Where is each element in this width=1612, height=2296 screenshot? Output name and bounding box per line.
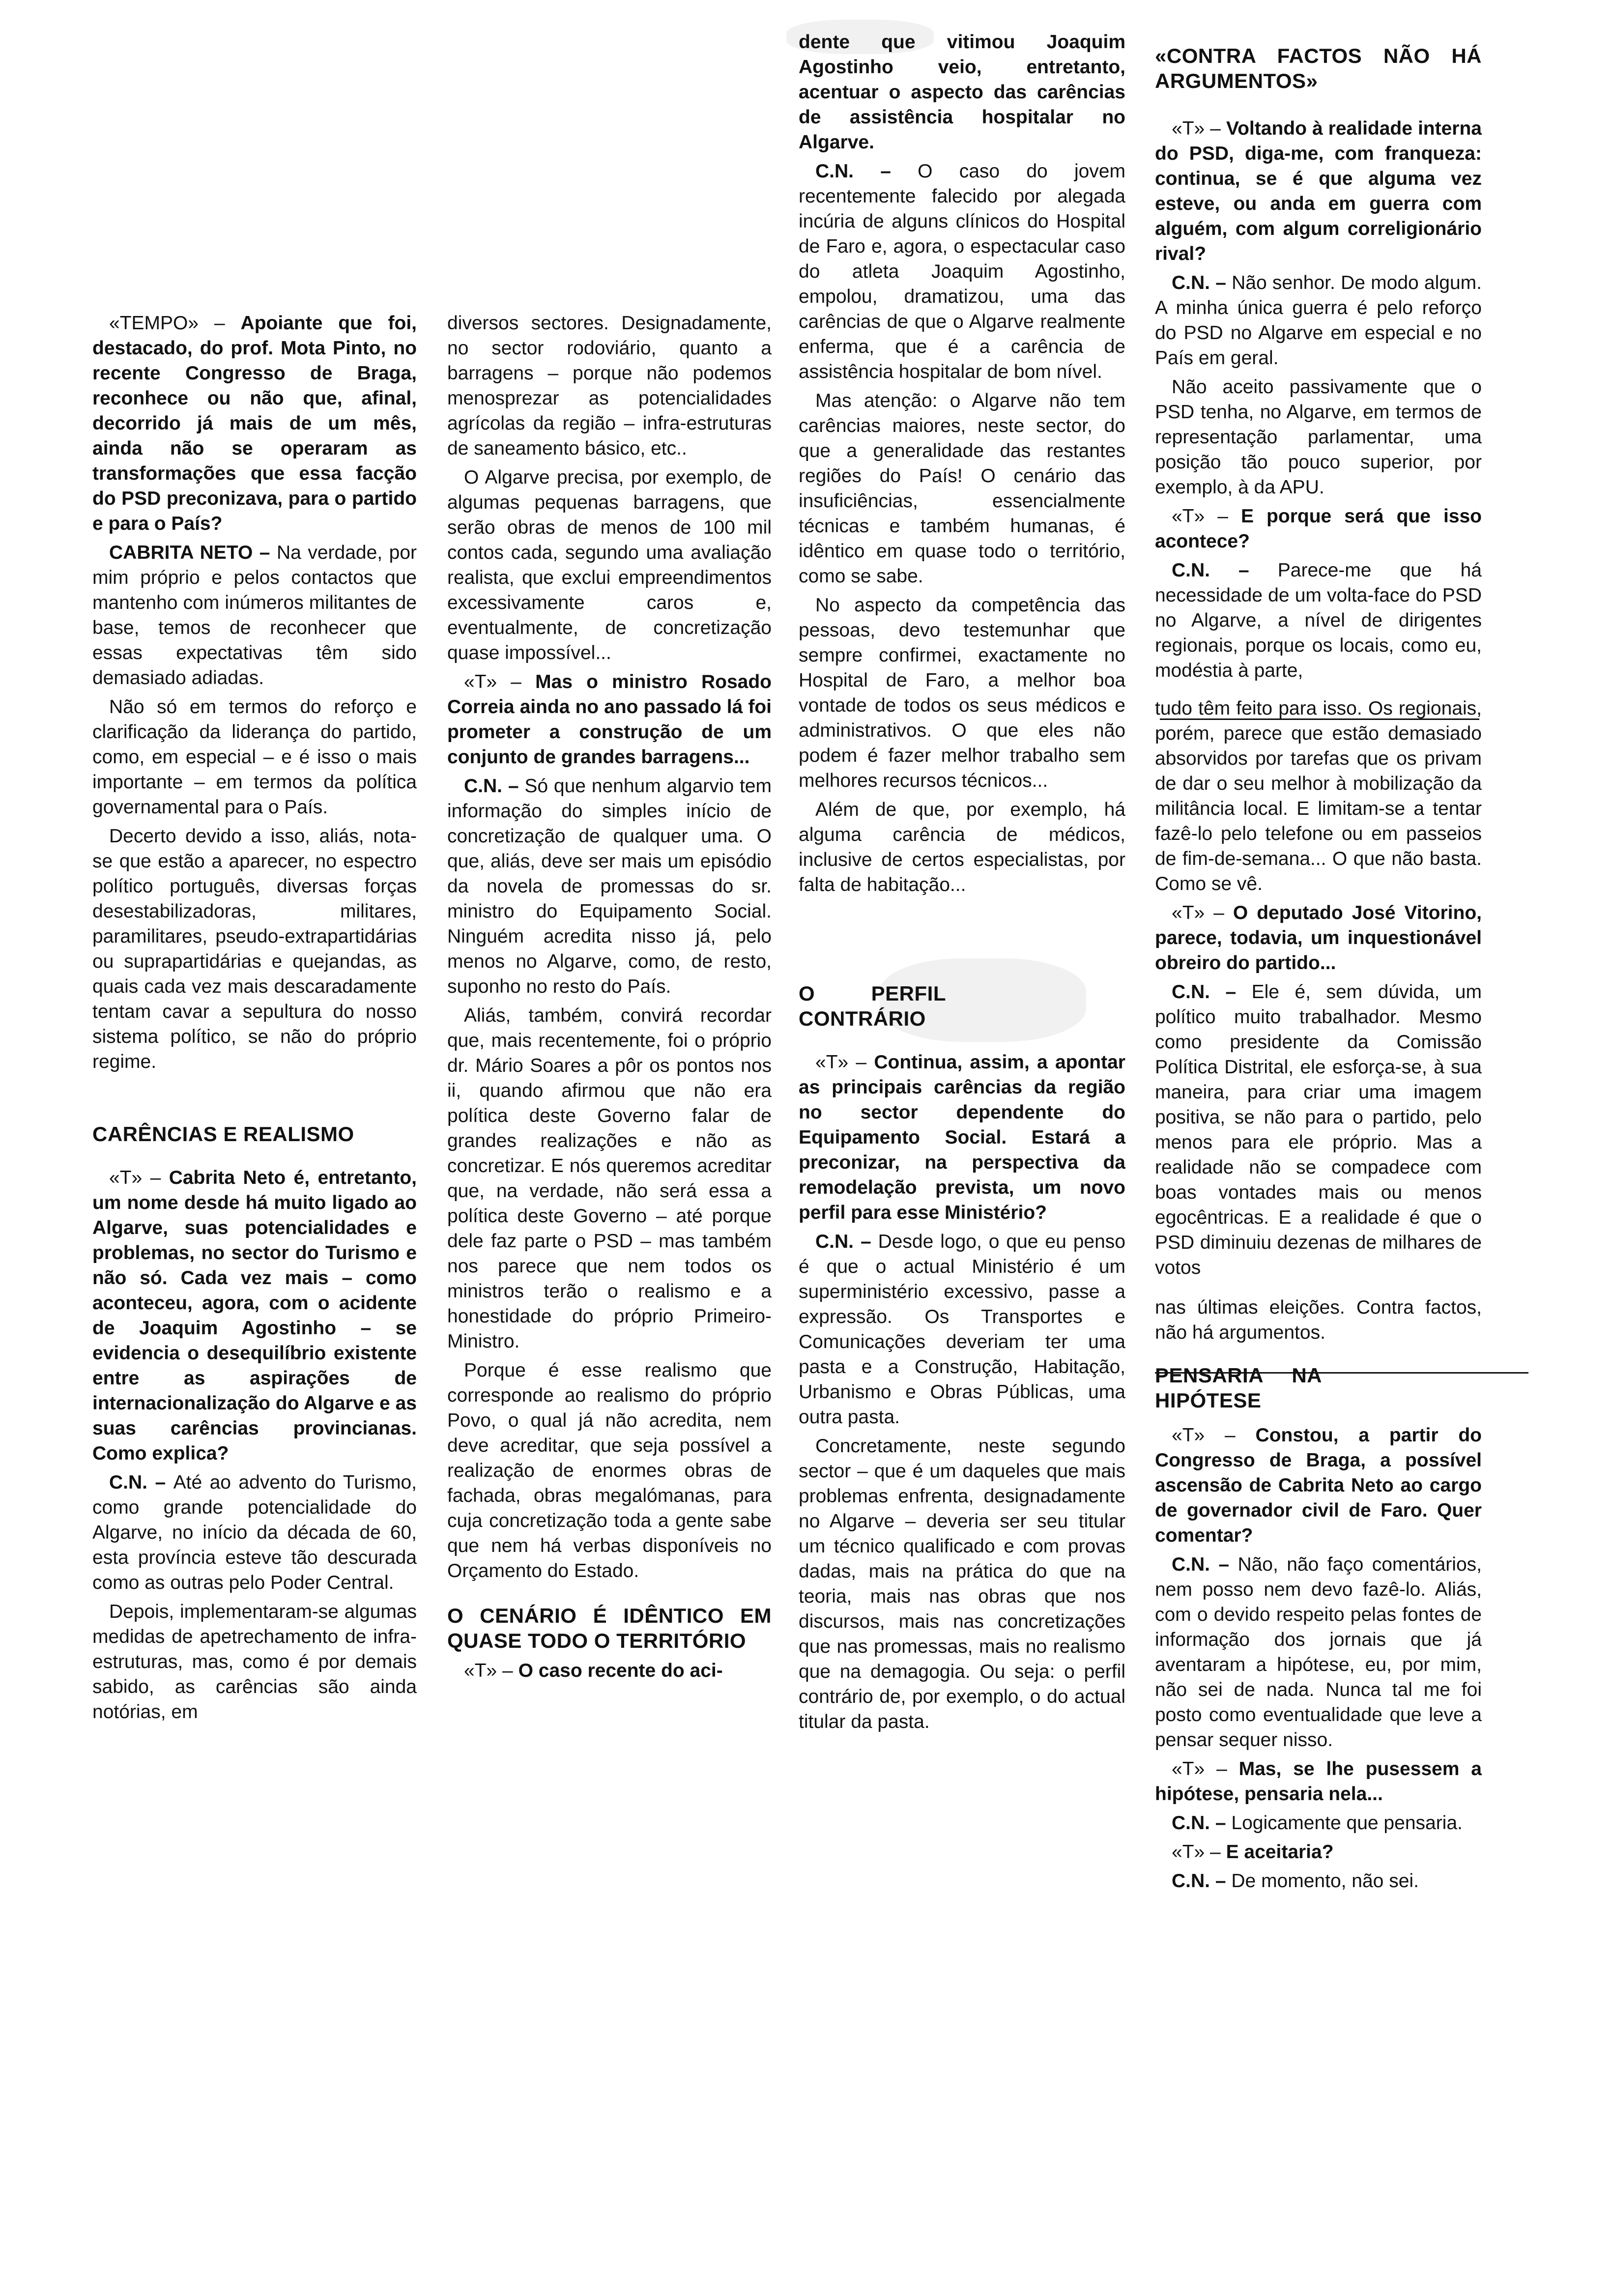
paragraph: «T» – Constou, a partir do Congresso de Braga, a possível ascensão de Cabrita Neto ao cargo de governador civil de Faro. Quer comentar? xyxy=(1155,1425,1482,1546)
paragraph: «T» – Cabrita Neto é, entretanto, um nome desde há muito ligado ao Algarve, suas potencialidades e problemas, no sector do Turismo e não só. Cada vez mais – como aconteceu, agora, com o acidente de Joaquim Agostinho – se evidencia o desequilíbrio existente entre as aspirações de internacionalização do Algarve e as suas carências provincianas. Como explica? xyxy=(92,1167,417,1464)
paragraph: nas últimas eleições. Contra factos, não há argumentos. xyxy=(1155,1297,1482,1343)
section-heading: PENSARIA NA HIPÓTESE xyxy=(1155,1364,1322,1412)
paragraph: Não aceito passivamente que o PSD tenha, no Algarve, em termos de representação parlamentar, uma posição tão pouco superior, por exemplo, à da APU. xyxy=(1155,376,1482,498)
paragraph: C.N. – Logicamente que pensaria. xyxy=(1172,1812,1463,1834)
paragraph: diversos sectores. Designadamente, no sector rodoviário, quanto a barragens – porque não podemos menosprezar as potencialidades agrícolas da região – infra-estruturas de saneamento básico, etc.. xyxy=(447,313,772,459)
paragraph: «T» – Continua, assim, a apontar as principais carências da região no sector dependente do Equipamento Social. Estará a preconizar, na perspectiva da remodelação prevista, um novo perfil para esse Ministério? xyxy=(799,1052,1125,1223)
divider xyxy=(1160,718,1479,720)
paragraph: «T» – O caso recente do aci- xyxy=(464,1660,723,1681)
paragraph: Aliás, também, convirá recordar que, mais recentemente, foi o próprio dr. Mário Soares a pôr os pontos nos ii, quando afirmou que não era política deste Governo falar de grandes realizações e não as concretizar. E nós queremos acreditar que, na verdade, não será essa a política deste Governo – até porque dele faz parte o PSD – mas também nos parece que nem todos os ministros terão o realismo e a honestidade do próprio Primeiro-Ministro. xyxy=(447,1005,772,1352)
paragraph: «T» – E porque será que isso acontece? xyxy=(1155,506,1482,552)
paragraph: C.N. – Parece-me que há necessidade de um volta-face do PSD no Algarve, a nível de dirigentes regionais, porque os locais, como eu, modéstia à parte, xyxy=(1155,560,1482,681)
paragraph: C.N. – Só que nenhum algarvio tem informação do simples início de concretização de qualquer uma. O que, aliás, deve ser mais um episódio da novela de promessas do sr. ministro do Equipamento Social. Ninguém acredita nisso já, pelo menos no Algarve, como, de resto, suponho no resto do País. xyxy=(447,775,772,997)
paragraph: «TEMPO» – Apoiante que foi, destacado, do prof. Mota Pinto, no recente Congresso de Braga, reconhece ou não que, afinal, decorrido já mais de um mês, ainda não se operaram as transformações que essa facção do PSD preconizava, para o partido e para o País? xyxy=(92,313,417,534)
section-heading: O PERFIL CONTRÁRIO xyxy=(799,982,946,1030)
paragraph: C.N. – Desde logo, o que eu penso é que o actual Ministério é um superministério excessivo, passe a expressão. Os Transportes e Comunicações deveriam ter uma pasta e a Construção, Habitação, Urbanismo e Obras Públicas, uma outra pasta. xyxy=(799,1231,1125,1428)
paragraph: Mas atenção: o Algarve não tem carências maiores, neste sector, do que a generalidade das restantes regiões do País! O cenário das insuficiências, essencialmente técnicas e também humanas, é idêntico em quase todo o território, como se sabe. xyxy=(799,390,1125,587)
paragraph: C.N. – Ele é, sem dúvida, um político muito trabalhador. Mesmo como presidente da Comissão Política Distrital, ele esforça-se, à sua maneira, para criar uma imagem positiva, se não para o partido, pelo menos para ele próprio. Mas a realidade não se compadece com boas vontades mais ou menos egocêntricas. E a realidade é que o PSD diminuiu dezenas de milhares de votos xyxy=(1155,981,1482,1278)
paragraph: No aspecto da competência das pessoas, devo testemunhar que sempre confirmei, exactamente no Hospital de Faro, a melhor boa vontade de todos os seus médicos e administrativos. O que eles não podem é fazer melhor trabalho sem melhores recursos técnicos... xyxy=(799,595,1125,791)
paragraph: «T» – O deputado José Vitorino, parece, todavia, um inquestionável obreiro do partido... xyxy=(1155,902,1482,974)
section-heading: CARÊNCIAS E REALISMO xyxy=(92,1122,354,1146)
paragraph: C.N. – Não, não faço comentários, nem posso nem devo fazê-lo. Aliás, com o devido respeito pelas fontes de informação dos jornais que já aventaram a hipótese, eu, por mim, não sei de nada. Nunca tal me foi posto como eventualidade que leve a pensar sequer nisso. xyxy=(1155,1554,1482,1751)
paragraph: «T» – Mas o ministro Rosado Correia ainda no ano passado lá foi prometer a construção de um conjunto de grandes barragens... xyxy=(447,671,772,768)
paragraph: «T» – Voltando à realidade interna do PSD, diga-me, com franqueza: continua, se é que alguma vez esteve, ou anda em guerra com alguém, com algum correligionário rival? xyxy=(1155,118,1482,264)
paragraph: C.N. – De momento, não sei. xyxy=(1172,1870,1419,1892)
column-4 xyxy=(1155,43,1482,1897)
column-2 xyxy=(447,311,772,1687)
column-1 xyxy=(92,311,417,1728)
paragraph: Depois, implementaram-se algumas medidas de apetrechamento de infra-estruturas, mas, como é por demais sabido, as carências são ainda notórias, em xyxy=(92,1601,417,1722)
paragraph: dente que vitimou Joaquim Agostinho veio, entretanto, acentuar o aspecto das carências de assistência hospitalar no Algarve. xyxy=(799,31,1125,153)
paragraph: O Algarve precisa, por exemplo, de algumas pequenas barragens, que serão obras de menos de 100 mil contos cada, segundo uma avaliação realista, que exclui empreendimentos excessivamente caros e, eventualmente, de concretização quase impossível... xyxy=(447,467,772,663)
paragraph: CABRITA NETO – Na verdade, por mim próprio e pelos contactos que mantenho com inúmeros militantes de base, temos de reconhecer que essas expectativas têm sido demasiado adiadas. xyxy=(92,542,417,689)
paragraph: Concretamente, neste segundo sector – que é um daqueles que mais problemas enfrenta, designadamente no Algarve – deveria ser seu titular um técnico qualificado e com provas dadas, mais na prática do que na teoria, mais nas obras que nos discursos, mais nas concretizações que nas promessas, mais no realismo que na demagogia. Ou seja: o perfil contrário de, por exemplo, o do actual titular da pasta. xyxy=(799,1435,1125,1732)
paragraph: C.N. – Até ao advento do Turismo, como grande potencialidade do Algarve, no início da década de 60, esta província esteve tão descurada como as outras pelo Poder Central. xyxy=(92,1472,417,1593)
paragraph: «T» – E aceitaria? xyxy=(1172,1841,1334,1863)
paragraph: «T» – Mas, se lhe pusessem a hipótese, pensaria nela... xyxy=(1155,1758,1482,1805)
section-heading: «CONTRA FACTOS NÃO HÁ ARGUMENTOS» xyxy=(1155,44,1482,92)
paragraph: tudo têm feito para isso. Os regionais, porém, parece que estão demasiado absorvidos por tarefas que os privam de dar o seu melhor à mobilização da militância local. E limitam-se a tentar fazê-lo pelo telefone ou em passeios de fim-de-semana... O que não basta. Como se vê. xyxy=(1155,698,1482,894)
column-3 xyxy=(799,29,1125,1738)
paragraph: C.N. – Não senhor. De modo algum. A minha única guerra é pelo reforço do PSD no Algarve em especial e no País em geral. xyxy=(1155,272,1482,369)
paragraph: Não só em termos do reforço e clarificação da liderança do partido, como, em especial – e é isso o mais importante – em termos da política governamental para o País. xyxy=(92,696,417,818)
section-heading: O CENÁRIO É IDÊNTICO EM QUASE TODO O TERRITÓRIO xyxy=(447,1604,772,1652)
paragraph: Além de que, por exemplo, há alguma carência de médicos, inclusive de certos especialistas, por falta de habitação... xyxy=(799,799,1125,895)
divider xyxy=(1155,1372,1528,1374)
paragraph: Porque é esse realismo que corresponde ao realismo do próprio Povo, o qual já não acredita, nem deve acreditar, que seja possível a realização de enormes obras de fachada, obras megalómanas, para cuja concretização toda a gente sabe que nem há verbas disponíveis no Orçamento do Estado. xyxy=(447,1360,772,1581)
paragraph: C.N. – O caso do jovem recentemente falecido por alegada incúria de alguns clínicos do Hospital de Faro e, agora, o espectacular caso do atleta Joaquim Agostinho, empolou, dramatizou, uma das carências de que o Algarve realmente enferma, que é a carência de assistência hospitalar de bom nível. xyxy=(799,161,1125,382)
paragraph: Decerto devido a isso, aliás, nota-se que estão a aparecer, no espectro político português, diversas forças desestabilizadoras, militares, paramilitares, pseudo-extrapartidárias ou suprapartidárias e quejandas, as quais cada vez mais descaradamente tentam cavar a sepultura do nosso sistema político, se não do próprio regime. xyxy=(92,826,417,1072)
